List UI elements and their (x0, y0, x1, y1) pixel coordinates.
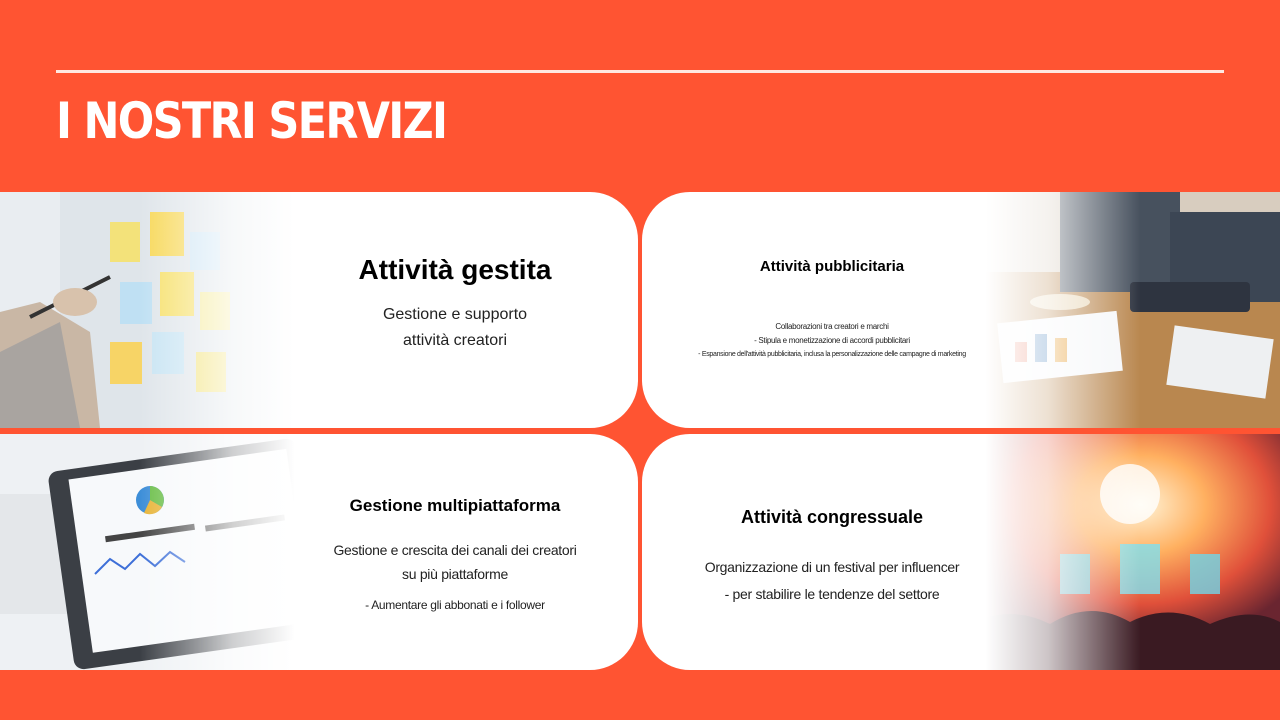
service-card-multiplatform (0, 434, 638, 670)
analytics-laptop-photo-icon (0, 434, 310, 670)
card-description-line: - Aumentare gli abbonati e i follower (365, 598, 545, 612)
card-description-line: attività creatori (402, 332, 508, 349)
card-description-line: Gestione e crescita dei canali dei creatori (333, 542, 577, 558)
card-heading-word-1: Attività (759, 258, 811, 275)
card-heading-word-2: pubblicitaria (810, 258, 905, 275)
card-description-line: - per stabilire le tendenze del settore (724, 586, 940, 602)
card-description-line: - Stipula e monetizzazione di accordi pubblicitari (754, 336, 910, 345)
service-card-advertising (642, 192, 1280, 428)
card-heading-word-2: congressuale (801, 507, 924, 527)
business-meeting-photo-icon (970, 192, 1280, 428)
header-divider (56, 70, 1224, 73)
concert-stage-photo-icon (970, 434, 1280, 670)
service-card-congress (642, 434, 1280, 670)
card-description-line: Organizzazione di un festival per influencer (704, 559, 960, 575)
card-heading-word-2: gestita (453, 254, 552, 285)
card-heading-word-1: Attività (358, 254, 454, 285)
card-heading-word-1: Attività (740, 507, 802, 527)
page-title: I NOSTRI SERVIZI (56, 92, 447, 150)
sticky-notes-photo-icon (0, 192, 310, 428)
card-description-line: Gestione e supporto (382, 306, 528, 323)
service-card-managed (0, 192, 638, 428)
card-description-line: su più piattaforme (402, 566, 508, 582)
card-description-line: - Espansione dell'attività pubblicitaria, inclusa la personalizzazione delle campagne di marketing (698, 351, 966, 358)
card-heading: Gestione multipiattaforma (349, 496, 561, 515)
card-description-line: Collaborazioni tra creatori e marchi (775, 322, 889, 331)
